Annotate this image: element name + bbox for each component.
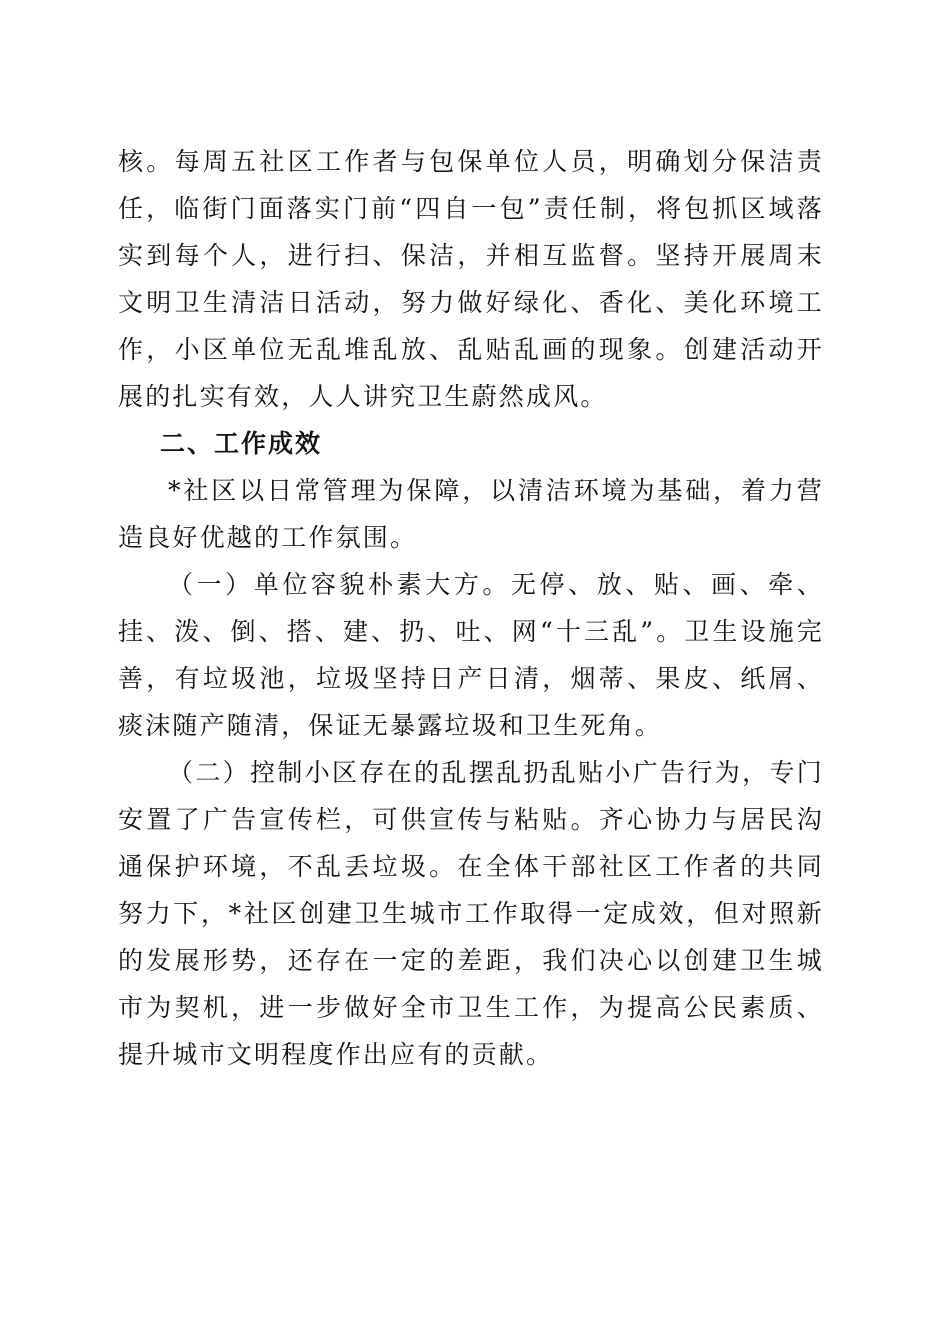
paragraph-sanitation-duties: 核。每周五社区工作者与包保单位人员，明确划分保洁责任，临街门面落实门前“四自一包”责任制，将包抓区域落实到每个人，进行扫、保洁，并相互监督。坚持开展周末文明卫生清洁日活动，努力做好绿化、香化、美化环境工作，小区单位无乱堆乱放、乱贴乱画的现象。创建活动开展的扎实有效，人人讲究卫生蔚然成风。 <box>118 147 824 411</box>
paragraph-results-intro: *社区以日常管理为保障，以清洁环境为基础，着力营造良好优越的工作氛围。 <box>118 476 824 552</box>
paragraph-ad-control: （二）控制小区存在的乱摆乱扔乱贴小广告行为，专门安置了广告宣传栏，可供宣传与粘贴。齐心协力与居民沟通保护环境，不乱丢垃圾。在全体干部社区工作者的共同努力下，*社区创建卫生城市工作取得一定成效，但对照新的发展形势，还存在一定的差距，我们决心以创建卫生城市为契机，进一步做好全市卫生工作，为提高公民素质、提升城市文明程度作出应有的贡献。 <box>118 758 824 1069</box>
document-page <box>118 138 824 1078</box>
section-heading-work-results: 二、工作成效 <box>160 429 323 458</box>
paragraph-unit-appearance: （一）单位容貌朴素大方。无停、放、贴、画、牵、挂、泼、倒、搭、建、扔、吐、网“十三乱”。卫生设施完善，有垃圾池，垃圾坚持日产日清，烟蒂、果皮、纸屑、痰沫随产随清，保证无暴露垃圾和卫生死角。 <box>118 570 824 740</box>
